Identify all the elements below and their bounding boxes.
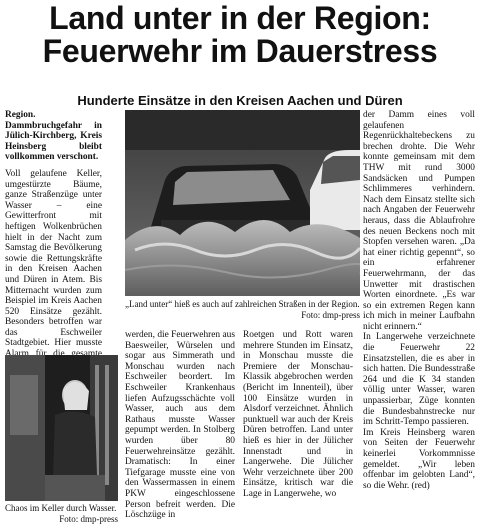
headline-line-1: Land unter in der Region: (49, 0, 431, 36)
headline (0, 2, 480, 68)
photo-main-caption (125, 299, 360, 320)
subheadline: Hunderte Einsätze in den Kreisen Aachen und Düren (77, 93, 403, 108)
article-column-1 (5, 110, 102, 370)
photo-flooded-street (125, 110, 360, 296)
photo-small-caption (5, 503, 118, 524)
body-paragraph-4c: Im Kreis Heinsberg waren von Seiten der Feuerwehr keinerlei Vorkommnisse gemeldet. „Wir leben offenbar im gelobten Land“, so die Wehr. (red) (363, 427, 475, 491)
photo-basement (5, 355, 118, 501)
article-column-3 (243, 330, 353, 500)
body-paragraph-2: werden, die Feuerwehren aus Baesweiler, Würselen und sogar aus Simmerath und Monschau wurden nach Eschweiler beordert. Im Eschweiler Krankenhaus liefen Aufzugsschächte voll Wasser, auch aus dem Rathaus musste Wasser gepumpt werden. In Stolberg wurden über 80 Feuerwehreinsätze gezählt. Dramatisch: In einer Tiefgarage musste eine von den Wassermassen in einem PKW eingeschlossene Person befreit werden. Die Löschzüge in (125, 330, 235, 521)
flooded-street-image (125, 110, 360, 296)
lead-paragraph: Region. Dammbruchgefahr in Jülich-Kirchberg, Kreis Heinsberg bleibt vollkommen verschont. (5, 110, 102, 163)
article-column-2 (125, 330, 235, 521)
article-column-4 (363, 110, 475, 491)
photo-small-caption-text: Chaos im Keller durch Wasser. (5, 503, 117, 513)
basement-image (5, 355, 118, 501)
body-paragraph-4a: der Damm eines voll gelaufenen Regenrückhaltebeckens zu brechen drohte. Die Wehr konnte gemeinsam mit dem THW mit rund 3000 Sandsäcken und Pumpen Schlimmeres verhindern. Nach dem Einsatz stellte sich nach Angaben der Feuerwehr heraus, dass die Ablaufrohre des neuen Beckens noch mit Stopfen versehen waren. „Da hat einer richtig gepennt“, so ein erfahrener Feuerwehrmann, der das Unwetter mit drastischen Worten einordnete. „Es war so ein extremen Regen kann ich mich in meiner Laufbahn nicht erinnern.“ (363, 110, 475, 332)
body-paragraph-4b: In Langerwehe verzeichnete die Feuerwehr 22 Einsatzstellen, die es aber in sich hatten. Die Bundesstraße 264 und die K 34 standen völlig unter Wasser, waren unpassierbar, Züge konnten die Bundesbahnstrecke nur im Schritt-Tempo passieren. (363, 332, 475, 428)
photo-small-credit: Foto: dmp-press (59, 513, 118, 524)
photo-main-credit: Foto: dmp-press (301, 309, 360, 320)
body-paragraph-3: Roetgen und Rott waren mehrere Stunden im Einsatz, in Monschau musste die Premiere der Monschau-Klassik abgebrochen werden (Bericht im Innenteil), über 100 Einsätze wurden in Alsdorf verzeichnet. Ähnlich punktuell war auch der Kreis Düren betroffen. Land unter hieß es hier in der Jülicher Innenstadt und in Langerwehe. Die Jülicher Wehr verzeichnete über 200 Einsätze, kritisch war die Lage in Langerwehe, wo (243, 330, 353, 499)
body-paragraph-1: Voll gelaufene Keller, umgestürzte Bäume, ganze Straßenzüge unter Wasser – eine Gewitterfront mit heftigen Wolkenbrüchen hielt in der Nacht zum Samstag die Bevölkerung sowie die Rettungskräfte in den Kreisen Aachen und Düren in Atem. Bis Mitternacht wurden zum Beispiel im Kreis Aachen 520 Einsätze gezählt. Besonders betroffen war das Eschweiler Stadtgebiet. Hier musste (5, 168, 102, 349)
photo-main-caption-text: „Land unter“ hieß es auch auf zahlreichen Straßen in der Region. (125, 299, 360, 309)
headline-line-2: Feuerwehr im Dauerstress (42, 33, 438, 69)
